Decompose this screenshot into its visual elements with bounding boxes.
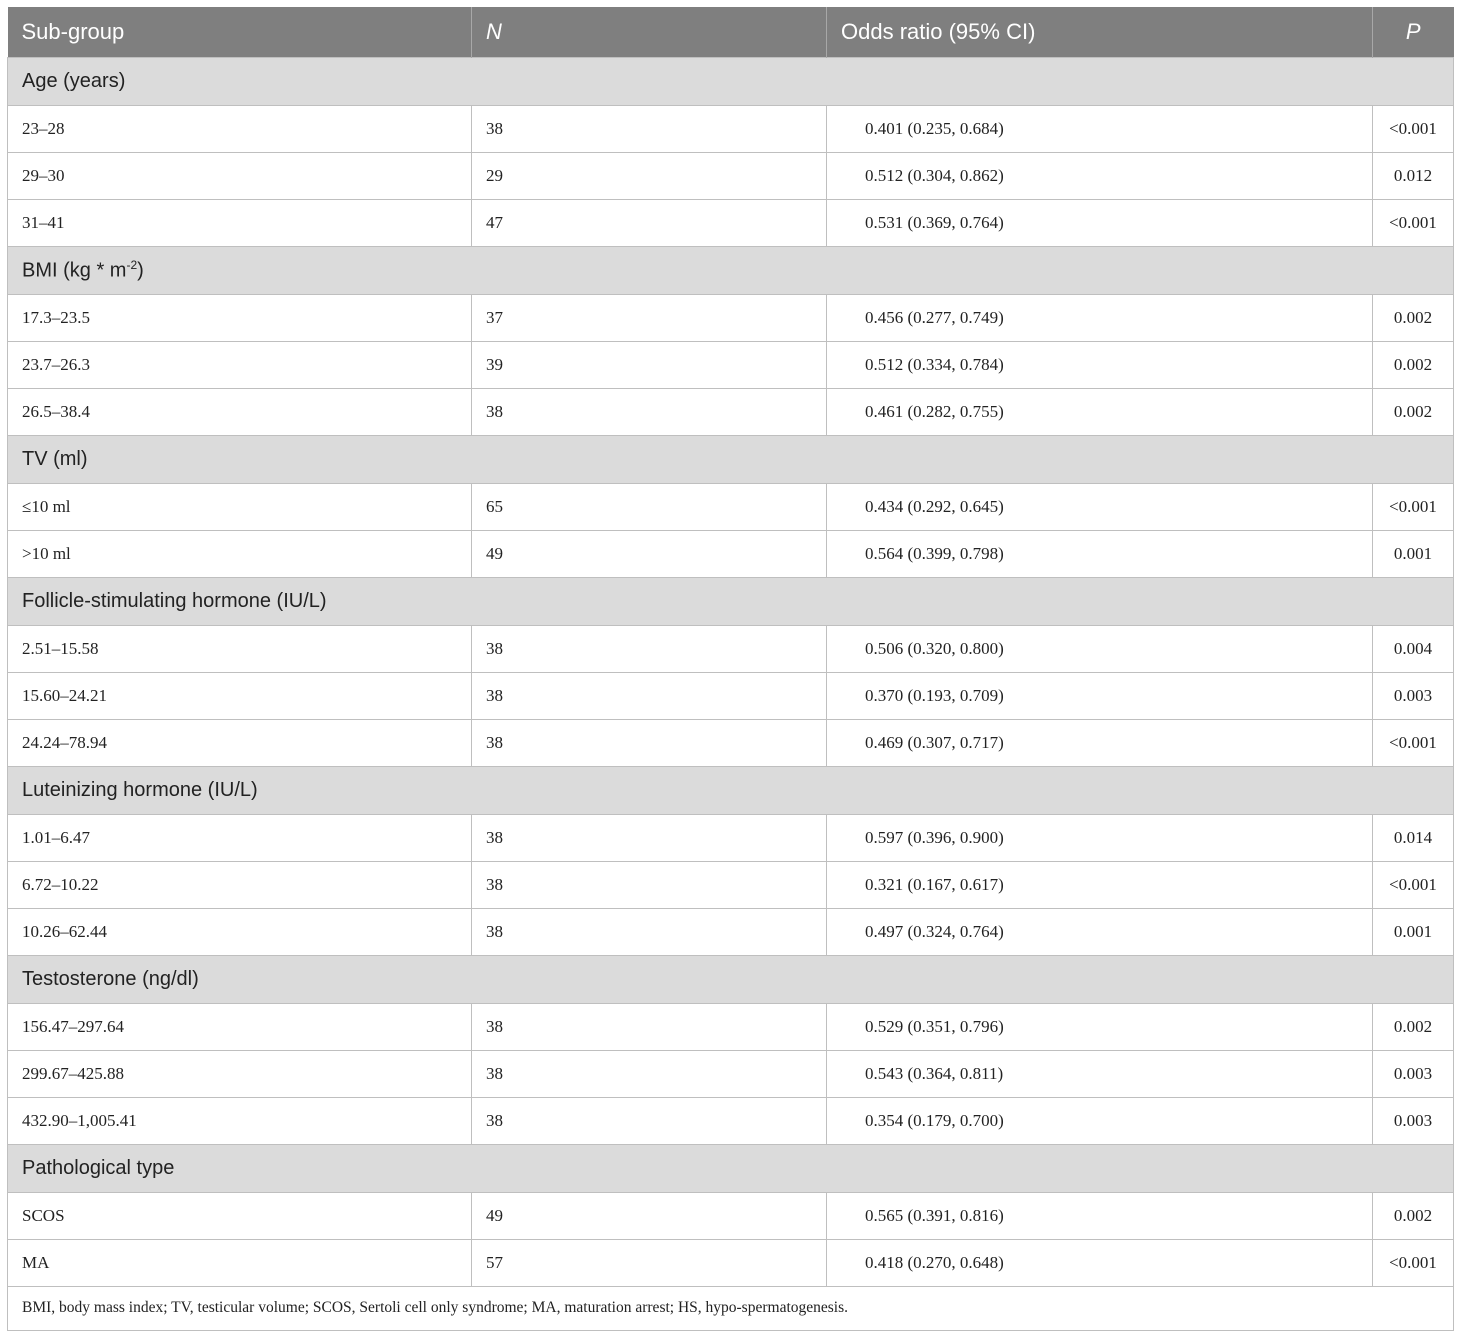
- p-value-cell: <0.001: [1373, 1239, 1454, 1286]
- table-row: [8, 105, 1454, 152]
- table-row: [8, 199, 1454, 246]
- subgroup-odds-ratio-table: [7, 7, 1454, 1331]
- group-label-text: BMI (kg * m: [22, 259, 127, 282]
- odds-ratio-cell: 0.506 (0.320, 0.800): [827, 625, 1373, 672]
- subgroup-cell: 29–30: [8, 152, 472, 199]
- group-header-row: [8, 955, 1454, 1003]
- p-value-cell: 0.003: [1373, 1050, 1454, 1097]
- n-cell: 39: [472, 341, 827, 388]
- n-cell: 38: [472, 625, 827, 672]
- odds-ratio-cell: 0.565 (0.391, 0.816): [827, 1192, 1373, 1239]
- n-cell: 47: [472, 199, 827, 246]
- group-label: [8, 766, 1454, 814]
- group-label-text: Follicle-stimulating hormone (IU/L): [22, 589, 327, 612]
- subgroup-cell: SCOS: [8, 1192, 472, 1239]
- table-row: [8, 625, 1454, 672]
- subgroup-cell: >10 ml: [8, 530, 472, 577]
- table-row: [8, 1003, 1454, 1050]
- table-row: [8, 908, 1454, 955]
- subgroup-cell: ≤10 ml: [8, 483, 472, 530]
- header-odds-ratio: Odds ratio (95% CI): [827, 7, 1373, 57]
- p-value-cell: 0.002: [1373, 1003, 1454, 1050]
- subgroup-cell: 31–41: [8, 199, 472, 246]
- n-cell: 57: [472, 1239, 827, 1286]
- header-p-value: P: [1373, 7, 1454, 57]
- p-value-cell: <0.001: [1373, 719, 1454, 766]
- table-row: [8, 1239, 1454, 1286]
- subgroup-cell: 10.26–62.44: [8, 908, 472, 955]
- subgroup-cell: 17.3–23.5: [8, 294, 472, 341]
- subgroup-cell: 2.51–15.58: [8, 625, 472, 672]
- table-row: [8, 861, 1454, 908]
- subgroup-cell: 1.01–6.47: [8, 814, 472, 861]
- p-value-cell: 0.002: [1373, 341, 1454, 388]
- p-value-cell: 0.004: [1373, 625, 1454, 672]
- n-cell: 38: [472, 1097, 827, 1144]
- table-row: [8, 530, 1454, 577]
- table-row: [8, 1050, 1454, 1097]
- group-label: [8, 435, 1454, 483]
- p-value-cell: 0.003: [1373, 1097, 1454, 1144]
- table-row: [8, 1192, 1454, 1239]
- subgroup-cell: MA: [8, 1239, 472, 1286]
- footnote: BMI, body mass index; TV, testicular volume; SCOS, Sertoli cell only syndrome; MA, maturation arrest; HS, hypo-spermatogenesis.: [8, 1286, 1454, 1330]
- table-row: [8, 152, 1454, 199]
- p-value-cell: 0.014: [1373, 814, 1454, 861]
- group-header-row: [8, 57, 1454, 105]
- table-row: [8, 341, 1454, 388]
- table-row: [8, 388, 1454, 435]
- p-value-cell: <0.001: [1373, 861, 1454, 908]
- table-row: [8, 294, 1454, 341]
- group-header-row: [8, 435, 1454, 483]
- odds-ratio-cell: 0.597 (0.396, 0.900): [827, 814, 1373, 861]
- group-label: [8, 1144, 1454, 1192]
- odds-ratio-cell: 0.354 (0.179, 0.700): [827, 1097, 1373, 1144]
- header-subgroup: Sub-group: [8, 7, 472, 57]
- footnote-row: [8, 1286, 1454, 1330]
- table-row: [8, 814, 1454, 861]
- table-row: [8, 483, 1454, 530]
- subgroup-cell: 156.47–297.64: [8, 1003, 472, 1050]
- n-cell: 38: [472, 672, 827, 719]
- p-value-cell: 0.012: [1373, 152, 1454, 199]
- header-row: [8, 7, 1454, 57]
- group-label: [8, 246, 1454, 294]
- header-n: N: [472, 7, 827, 57]
- n-cell: 38: [472, 719, 827, 766]
- group-label: [8, 955, 1454, 1003]
- odds-ratio-cell: 0.456 (0.277, 0.749): [827, 294, 1373, 341]
- group-label-superscript: -2: [126, 257, 138, 272]
- subgroup-cell: 23–28: [8, 105, 472, 152]
- table-row: [8, 1097, 1454, 1144]
- group-label-text: TV (ml): [22, 447, 88, 470]
- group-header-row: [8, 246, 1454, 294]
- subgroup-cell: 432.90–1,005.41: [8, 1097, 472, 1144]
- n-cell: 38: [472, 814, 827, 861]
- group-label-text: Luteinizing hormone (IU/L): [22, 778, 258, 801]
- p-value-cell: 0.002: [1373, 388, 1454, 435]
- odds-ratio-cell: 0.512 (0.334, 0.784): [827, 341, 1373, 388]
- subgroup-cell: 24.24–78.94: [8, 719, 472, 766]
- n-cell: 38: [472, 388, 827, 435]
- odds-ratio-cell: 0.531 (0.369, 0.764): [827, 199, 1373, 246]
- group-label: [8, 57, 1454, 105]
- group-header-row: [8, 577, 1454, 625]
- p-value-cell: 0.002: [1373, 1192, 1454, 1239]
- n-cell: 38: [472, 908, 827, 955]
- odds-ratio-cell: 0.512 (0.304, 0.862): [827, 152, 1373, 199]
- subgroup-cell: 6.72–10.22: [8, 861, 472, 908]
- p-value-cell: 0.002: [1373, 294, 1454, 341]
- n-cell: 65: [472, 483, 827, 530]
- group-header-row: [8, 1144, 1454, 1192]
- n-cell: 29: [472, 152, 827, 199]
- p-value-cell: <0.001: [1373, 199, 1454, 246]
- group-label-text: Testosterone (ng/dl): [22, 967, 199, 990]
- group-header-row: [8, 766, 1454, 814]
- p-value-cell: 0.001: [1373, 530, 1454, 577]
- group-label-end: ): [137, 259, 144, 282]
- n-cell: 38: [472, 1003, 827, 1050]
- p-value-cell: <0.001: [1373, 105, 1454, 152]
- n-cell: 37: [472, 294, 827, 341]
- odds-ratio-cell: 0.497 (0.324, 0.764): [827, 908, 1373, 955]
- p-value-cell: 0.003: [1373, 672, 1454, 719]
- subgroup-cell: 26.5–38.4: [8, 388, 472, 435]
- n-cell: 49: [472, 530, 827, 577]
- odds-ratio-cell: 0.543 (0.364, 0.811): [827, 1050, 1373, 1097]
- subgroup-cell: 15.60–24.21: [8, 672, 472, 719]
- odds-ratio-cell: 0.469 (0.307, 0.717): [827, 719, 1373, 766]
- table-row: [8, 719, 1454, 766]
- n-cell: 38: [472, 861, 827, 908]
- odds-ratio-cell: 0.434 (0.292, 0.645): [827, 483, 1373, 530]
- n-cell: 38: [472, 1050, 827, 1097]
- odds-ratio-cell: 0.418 (0.270, 0.648): [827, 1239, 1373, 1286]
- odds-ratio-cell: 0.461 (0.282, 0.755): [827, 388, 1373, 435]
- subgroup-cell: 299.67–425.88: [8, 1050, 472, 1097]
- p-value-cell: <0.001: [1373, 483, 1454, 530]
- odds-ratio-cell: 0.370 (0.193, 0.709): [827, 672, 1373, 719]
- group-label-text: Pathological type: [22, 1156, 175, 1179]
- p-value-cell: 0.001: [1373, 908, 1454, 955]
- group-label-text: Age (years): [22, 69, 126, 92]
- odds-ratio-cell: 0.564 (0.399, 0.798): [827, 530, 1373, 577]
- table-row: [8, 672, 1454, 719]
- odds-ratio-cell: 0.401 (0.235, 0.684): [827, 105, 1373, 152]
- n-cell: 49: [472, 1192, 827, 1239]
- n-cell: 38: [472, 105, 827, 152]
- table-body: [8, 57, 1454, 1330]
- group-label: [8, 577, 1454, 625]
- odds-ratio-cell: 0.321 (0.167, 0.617): [827, 861, 1373, 908]
- odds-ratio-cell: 0.529 (0.351, 0.796): [827, 1003, 1373, 1050]
- subgroup-cell: 23.7–26.3: [8, 341, 472, 388]
